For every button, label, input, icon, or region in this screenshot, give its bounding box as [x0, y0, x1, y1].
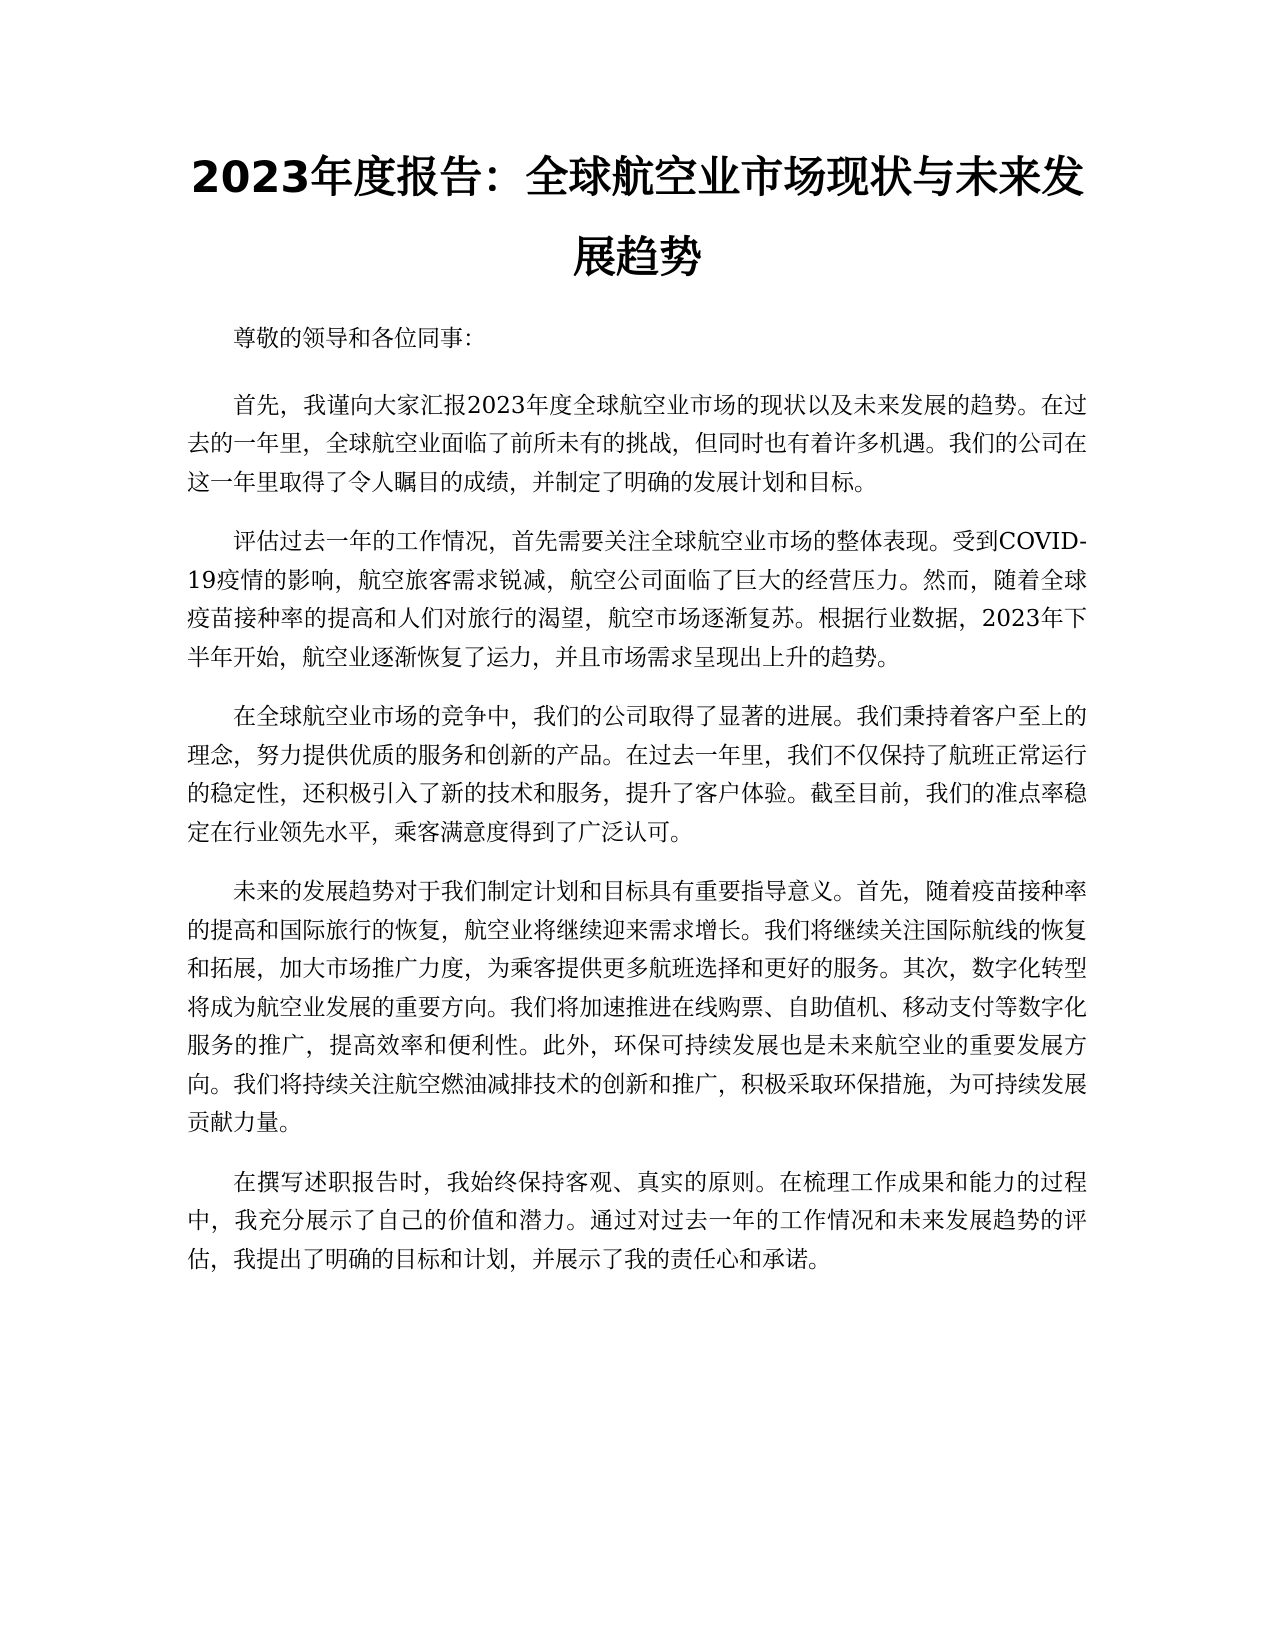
document-title: 2023年度报告：全球航空业市场现状与未来发展趋势: [190, 153, 1085, 283]
paragraph-market-review: 评估过去一年的工作情况，首先需要关注全球航空业市场的整体表现。受到COVID-19疫情的影响，航空旅客需求锐减，航空公司面临了巨大的经营压力。然而，随着全球疫苗接种率的提高和人们对旅行的渴望，航空市场逐渐复苏。根据行业数据，2023年下半年开始，航空业逐渐恢复了运力，并且市场需求呈现出上升的趋势。: [187, 529, 1087, 671]
paragraph-company-progress: 在全球航空业市场的竞争中，我们的公司取得了显著的进展。我们秉持着客户至上的理念，努力提供优质的服务和创新的产品。在过去一年里，我们不仅保持了航班正常运行的稳定性，还积极引入了新的技术和服务，提升了客户体验。截至目前，我们的准点率稳定在行业领先水平，乘客满意度得到了广泛认可。: [187, 704, 1087, 846]
salutation: 尊敬的领导和各位同事：: [233, 326, 486, 352]
paragraph-closing: 在撰写述职报告时，我始终保持客观、真实的原则。在梳理工作成果和能力的过程中，我充分展示了自己的价值和潜力。通过对过去一年的工作情况和未来发展趋势的评估，我提出了明确的目标和计划，并展示了我的责任心和承诺。: [187, 1169, 1087, 1273]
paragraph-future-trends: 未来的发展趋势对于我们制定计划和目标具有重要指导意义。首先，随着疫苗接种率的提高和国际旅行的恢复，航空业将继续迎来需求增长。我们将继续关注国际航线的恢复和拓展，加大市场推广力度，为乘客提供更多航班选择和更好的服务。其次，数字化转型将成为航空业发展的重要方向。我们将加速推进在线购票、自助值机、移动支付等数字化服务的推广，提高效率和便利性。此外，环保可持续发展也是未来航空业的重要发展方向。我们将持续关注航空燃油减排技术的创新和推广，积极采取环保措施，为可持续发展贡献力量。: [187, 879, 1087, 1136]
paragraph-intro: 首先，我谨向大家汇报2023年度全球航空业市场的现状以及未来发展的趋势。在过去的一年里，全球航空业面临了前所未有的挑战，但同时也有着许多机遇。我们的公司在这一年里取得了令人瞩目的成绩，并制定了明确的发展计划和目标。: [187, 392, 1087, 496]
document-body: [187, 320, 1087, 1300]
